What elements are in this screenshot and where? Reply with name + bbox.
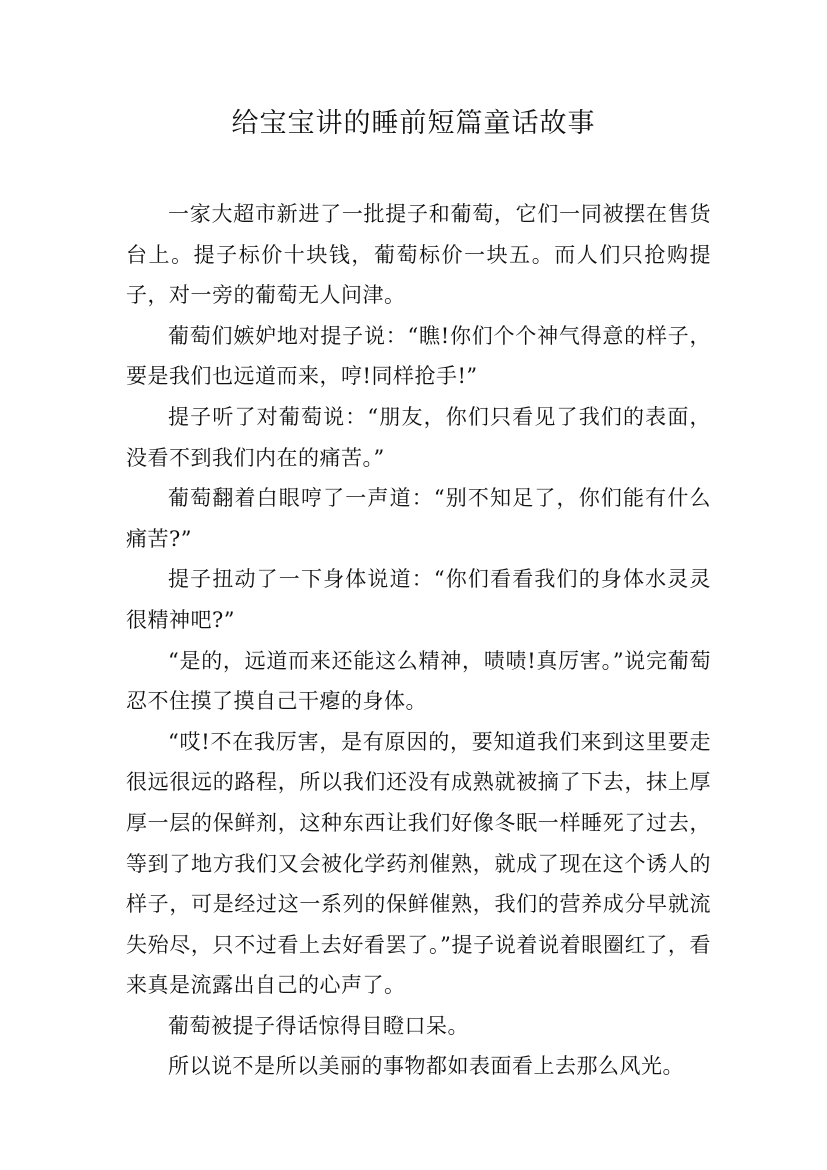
paragraph-9: 所以说不是所以美丽的事物都如表面看上去那么风光。	[168, 1054, 684, 1079]
paragraph-2: 葡萄们嫉妒地对提子说：“瞧!你们个个神气得意的样子，要是我们也远道而来，哼!同样抢手!”	[126, 323, 711, 389]
paragraph-6: “是的，远道而来还能这么精神，啧啧!真厉害。”说完葡萄忍不住摸了摸自己干瘪的身体。	[126, 648, 711, 714]
document-title: 给宝宝讲的睡前短篇童话故事	[231, 108, 596, 139]
paragraph-4: 葡萄翻着白眼哼了一声道：“别不知足了，你们能有什么痛苦?”	[126, 486, 711, 551]
paragraph-1: 一家大超市新进了一批提子和葡萄，它们一同被摆在售货台上。提子标价十块钱，葡萄标价一块五。而人们只抢购提子，对一旁的葡萄无人问津。	[126, 202, 711, 308]
paragraph-3: 提子听了对葡萄说：“朋友，你们只看见了我们的表面，没看不到我们内在的痛苦。”	[126, 404, 711, 470]
paragraph-8: 葡萄被提子得话惊得目瞪口呆。	[168, 1013, 469, 1038]
paragraph-5: 提子扭动了一下身体说道：“你们看看我们的身体水灵灵很精神吧?”	[126, 567, 711, 632]
story-body	[126, 194, 711, 1087]
paragraph-7: “哎!不在我厉害，是有原因的，要知道我们来到这里要走很远很远的路程，所以我们还没有成熟就被摘了下去，抹上厚厚一层的保鲜剂，这种东西让我们好像冬眠一样睡死了过去，等到了地方我们又会被化学药剂催熟，就成了现在这个诱人的样子，可是经过这一系列的保鲜催熟，我们的营养成分早就流失殆尽，只不过看上去好看罢了。”提子说着说着眼圈红了，看来真是流露出自己的心声了。	[126, 729, 711, 998]
